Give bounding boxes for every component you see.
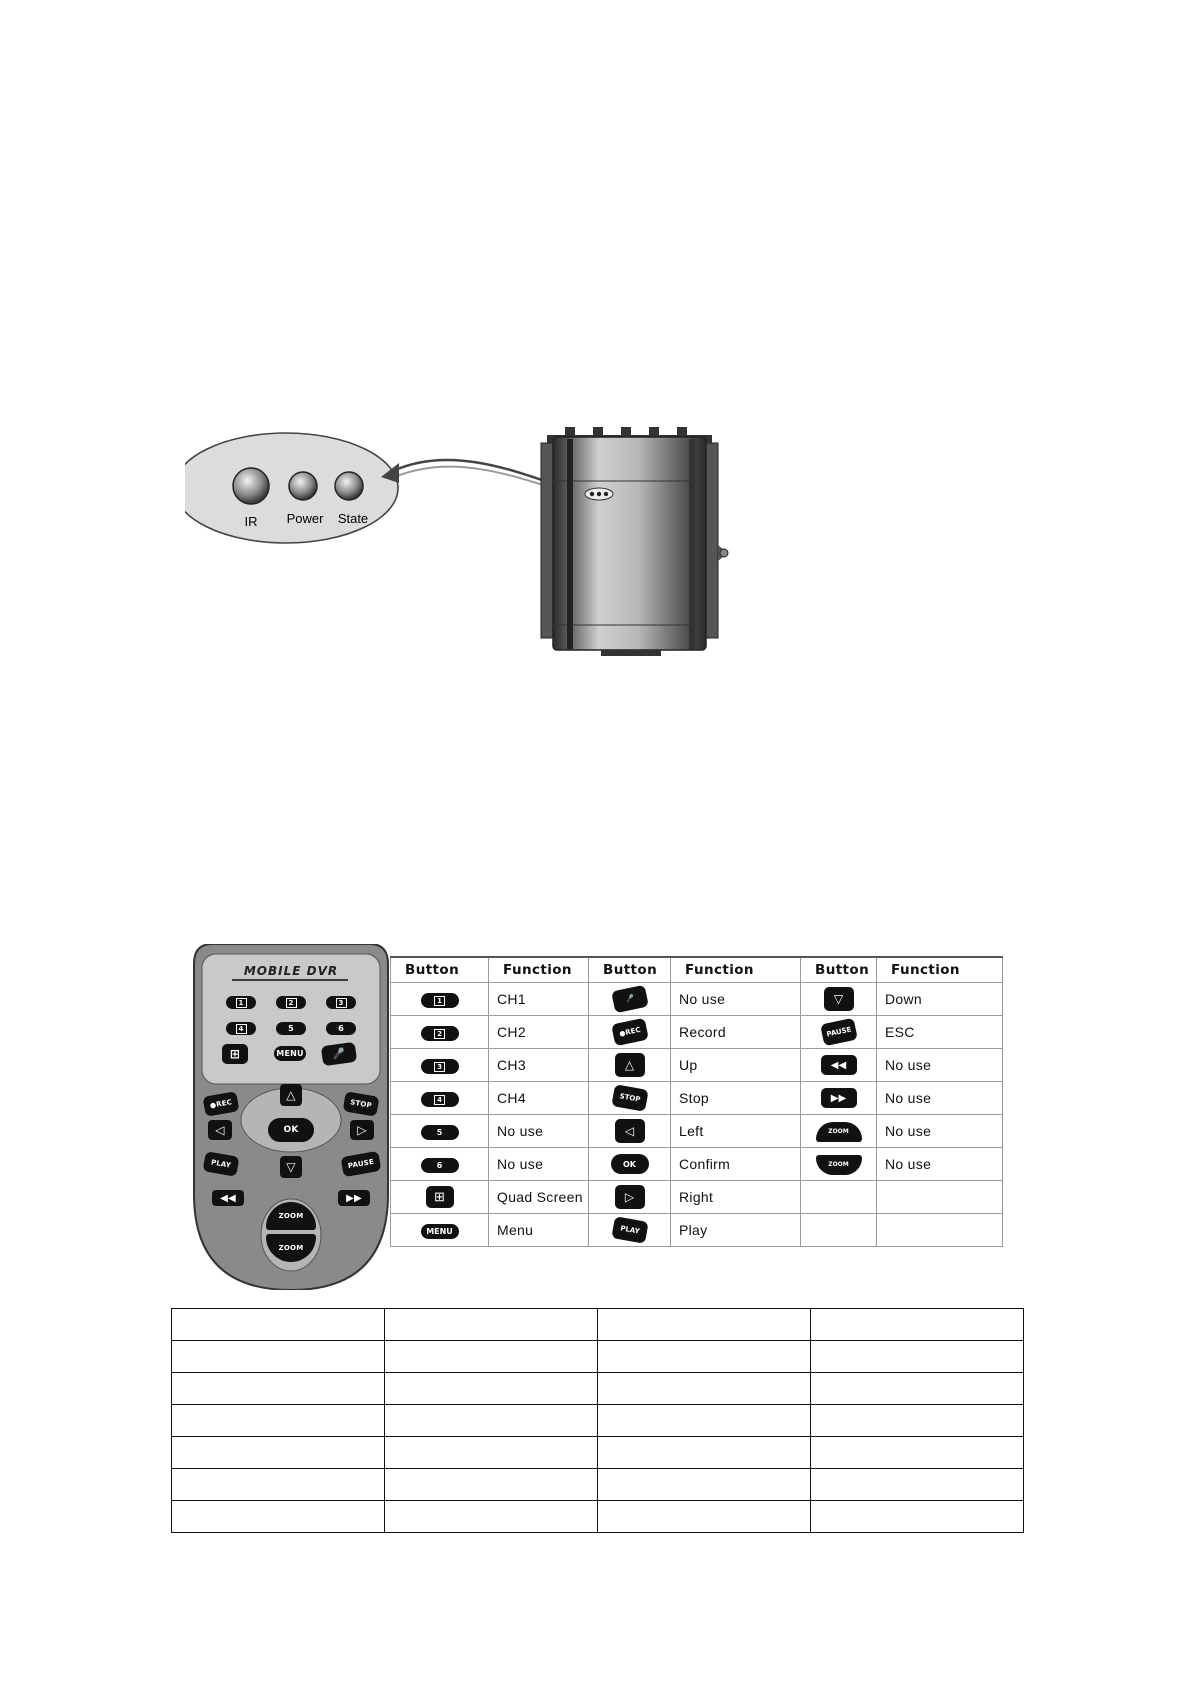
button-cell-menu bbox=[391, 1214, 489, 1247]
column-header: Button bbox=[801, 957, 877, 983]
button-cell-ch3: 3 bbox=[391, 1049, 489, 1082]
button-cell-rec bbox=[589, 1016, 671, 1049]
function-cell: Down bbox=[877, 983, 1003, 1016]
button-function-table bbox=[390, 956, 1003, 1247]
button-cell-ch1: 1 bbox=[391, 983, 489, 1016]
button-cell-down bbox=[801, 983, 877, 1016]
function-cell: Right bbox=[671, 1181, 801, 1214]
function-cell: No use bbox=[671, 983, 801, 1016]
table-row bbox=[391, 1214, 1003, 1247]
table-row bbox=[391, 1082, 1003, 1115]
function-cell: No use bbox=[877, 1082, 1003, 1115]
rec-icon: ●REC bbox=[611, 1018, 649, 1047]
button-cell-ch4: 4 bbox=[391, 1082, 489, 1115]
function-cell: No use bbox=[489, 1115, 589, 1148]
function-cell: Confirm bbox=[671, 1148, 801, 1181]
button-cell-ch2: 2 bbox=[391, 1016, 489, 1049]
remote-menu-button[interactable]: MENU bbox=[274, 1046, 306, 1061]
stop-icon: STOP bbox=[611, 1084, 648, 1112]
zoom-out-icon: ZOOM bbox=[816, 1155, 862, 1175]
button-cell-5: 5 bbox=[391, 1115, 489, 1148]
table-row bbox=[172, 1373, 1024, 1405]
function-cell: CH1 bbox=[489, 983, 589, 1016]
remote-ok-button[interactable]: OK bbox=[268, 1118, 314, 1142]
function-cell: Quad Screen bbox=[489, 1181, 589, 1214]
remote-button-3[interactable]: 3 bbox=[326, 996, 356, 1009]
quad-screen-icon: ⊞ bbox=[426, 1186, 454, 1208]
remote-button-2[interactable]: 2 bbox=[276, 996, 306, 1009]
play-icon: PLAY bbox=[611, 1216, 648, 1244]
function-cell: Record bbox=[671, 1016, 801, 1049]
dvr-unit bbox=[541, 427, 728, 656]
triangle-left-icon: ◁ bbox=[215, 1123, 225, 1137]
table-row bbox=[172, 1469, 1024, 1501]
dvr-led-figure bbox=[185, 425, 745, 685]
led-label-ir: IR bbox=[244, 514, 258, 529]
table-row bbox=[172, 1501, 1024, 1533]
remote-rewind-button[interactable] bbox=[212, 1190, 244, 1206]
table-row bbox=[391, 1049, 1003, 1082]
function-cell: Menu bbox=[489, 1214, 589, 1247]
triangle-right-icon: ▷ bbox=[615, 1185, 645, 1209]
button-cell-quad bbox=[391, 1181, 489, 1214]
remote-stop-button[interactable]: STOP bbox=[343, 1091, 380, 1117]
remote-brand: MOBILE DVR bbox=[243, 964, 339, 978]
table-row bbox=[391, 1148, 1003, 1181]
table-row bbox=[172, 1309, 1024, 1341]
button-cell-stop bbox=[589, 1082, 671, 1115]
triangle-up-icon: △ bbox=[615, 1053, 645, 1077]
table-row bbox=[391, 1016, 1003, 1049]
table-row bbox=[172, 1437, 1024, 1469]
remote-pause-button[interactable]: PAUSE bbox=[341, 1151, 382, 1177]
button-cell-left bbox=[589, 1115, 671, 1148]
remote-button-1[interactable]: 1 bbox=[226, 996, 256, 1009]
power-led-icon bbox=[289, 472, 317, 500]
function-cell: ESC bbox=[877, 1016, 1003, 1049]
table-row bbox=[391, 983, 1003, 1016]
empty-cell bbox=[801, 1214, 877, 1247]
empty-cell bbox=[801, 1181, 877, 1214]
button-cell-forward bbox=[801, 1082, 877, 1115]
column-header: Button bbox=[391, 957, 489, 983]
remote-button-5[interactable]: 5 bbox=[276, 1022, 306, 1035]
remote-zoom-out-button[interactable]: ZOOM bbox=[266, 1234, 316, 1262]
microphone-icon: 🎤 bbox=[331, 1047, 347, 1061]
button-cell-play bbox=[589, 1214, 671, 1247]
remote-button-6[interactable]: 6 bbox=[326, 1022, 356, 1035]
button-cell-right bbox=[589, 1181, 671, 1214]
remote-zoom-in-button[interactable]: ZOOM bbox=[266, 1202, 316, 1230]
triangle-down-icon: ▽ bbox=[286, 1160, 296, 1174]
triangle-up-icon: △ bbox=[286, 1088, 296, 1102]
empty-cell bbox=[877, 1181, 1003, 1214]
function-cell: Play bbox=[671, 1214, 801, 1247]
button-cell-zoom-in bbox=[801, 1115, 877, 1148]
remote-forward-button[interactable] bbox=[338, 1190, 370, 1206]
state-led-icon bbox=[335, 472, 363, 500]
empty-grid-table bbox=[171, 1308, 1024, 1533]
ok-icon: OK bbox=[611, 1154, 649, 1174]
triangle-left-icon: ◁ bbox=[615, 1119, 645, 1143]
remote-play-button[interactable]: PLAY bbox=[203, 1151, 240, 1177]
microphone-icon: 🎤 bbox=[611, 985, 649, 1014]
column-header: Function bbox=[671, 957, 801, 983]
remote-down-button[interactable] bbox=[280, 1156, 302, 1178]
button-cell-ok bbox=[589, 1148, 671, 1181]
function-cell: No use bbox=[877, 1115, 1003, 1148]
menu-icon: MENU bbox=[421, 1224, 459, 1239]
function-cell: CH4 bbox=[489, 1082, 589, 1115]
led-label-power: Power bbox=[286, 511, 324, 526]
pause-icon: PAUSE bbox=[820, 1018, 858, 1047]
remote-left-button[interactable] bbox=[208, 1120, 232, 1140]
function-cell: Up bbox=[671, 1049, 801, 1082]
table-header-row bbox=[391, 957, 1003, 983]
column-header: Function bbox=[489, 957, 589, 983]
table-row bbox=[391, 1115, 1003, 1148]
function-cell: CH3 bbox=[489, 1049, 589, 1082]
rewind-icon: ◀◀ bbox=[821, 1055, 857, 1075]
column-header: Button bbox=[589, 957, 671, 983]
led-label-state: State bbox=[337, 511, 369, 526]
remote-rec-button[interactable]: ●REC bbox=[203, 1091, 240, 1117]
table-row bbox=[172, 1405, 1024, 1437]
function-cell: Left bbox=[671, 1115, 801, 1148]
empty-cell bbox=[877, 1214, 1003, 1247]
button-cell-mic bbox=[589, 983, 671, 1016]
table-row bbox=[172, 1341, 1024, 1373]
remote-control bbox=[192, 944, 390, 1290]
triangle-down-icon: ▽ bbox=[824, 987, 854, 1011]
function-cell: Stop bbox=[671, 1082, 801, 1115]
remote-up-button[interactable] bbox=[280, 1084, 302, 1106]
column-header: Function bbox=[877, 957, 1003, 983]
button-cell-6: 6 bbox=[391, 1148, 489, 1181]
function-cell: No use bbox=[489, 1148, 589, 1181]
fast-forward-icon: ▶▶ bbox=[821, 1088, 857, 1108]
remote-right-button[interactable] bbox=[350, 1120, 374, 1140]
triangle-right-icon: ▷ bbox=[357, 1123, 367, 1137]
button-cell-zoom-out bbox=[801, 1148, 877, 1181]
ir-led-icon bbox=[233, 468, 269, 504]
fast-forward-icon: ▶▶ bbox=[346, 1192, 362, 1204]
rewind-icon: ◀◀ bbox=[220, 1192, 236, 1204]
remote-quad-button[interactable]: ⊞ bbox=[222, 1044, 248, 1064]
function-cell: No use bbox=[877, 1148, 1003, 1181]
zoom-in-icon: ZOOM bbox=[816, 1122, 862, 1142]
function-cell: No use bbox=[877, 1049, 1003, 1082]
button-cell-pause bbox=[801, 1016, 877, 1049]
function-cell: CH2 bbox=[489, 1016, 589, 1049]
button-cell-rewind bbox=[801, 1049, 877, 1082]
table-row bbox=[391, 1181, 1003, 1214]
remote-button-4[interactable]: 4 bbox=[226, 1022, 256, 1035]
button-cell-up bbox=[589, 1049, 671, 1082]
